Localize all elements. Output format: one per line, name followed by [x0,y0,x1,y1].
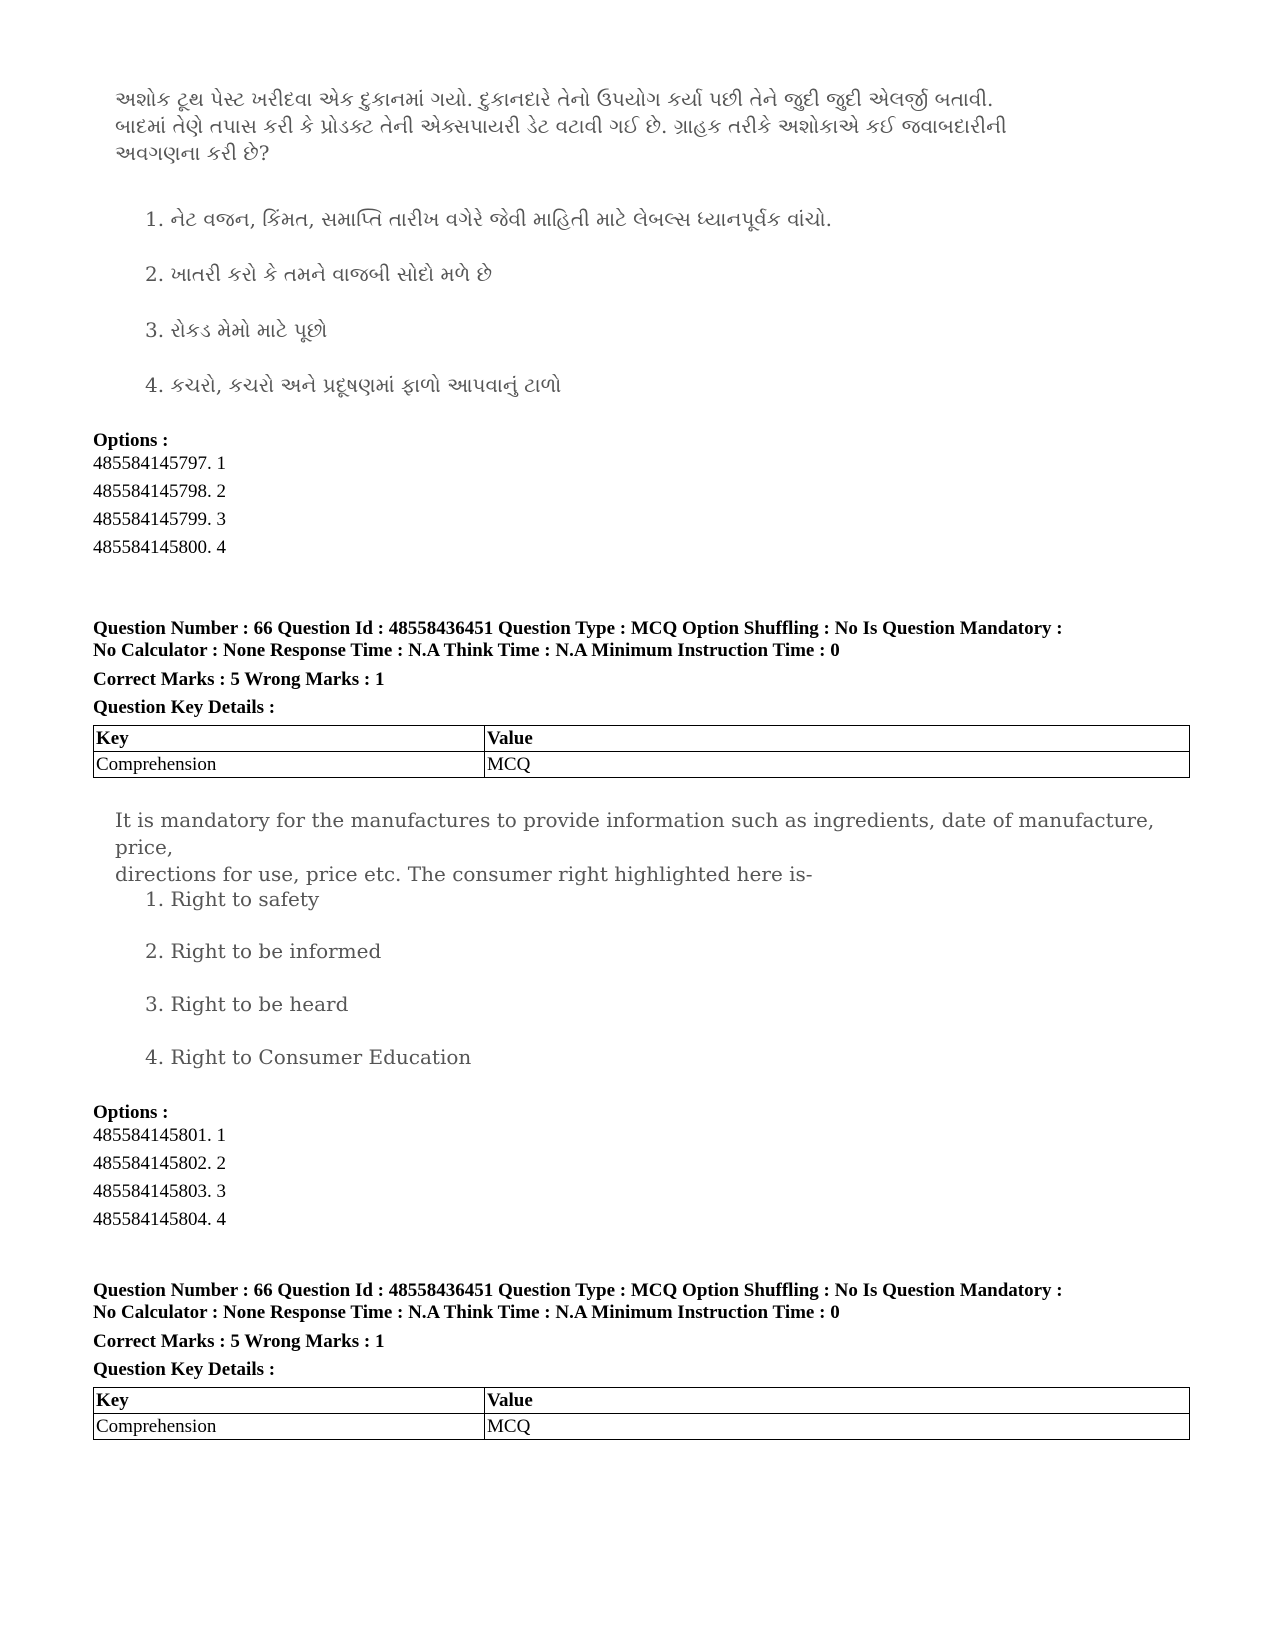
gujarati-question-line: અશોક ટૂથ પેસ્ટ ખરીદવા એક દુકાનમાં ગયો. દુકાનદારે તેનો ઉપયોગ કર્યા પછી તેને જુદી જુદી એલર્જી બતાવી. [115,87,994,111]
table-header-value: Value [485,1388,1190,1414]
gujarati-question-text [115,86,1215,167]
table-header-key: Key [94,726,485,752]
table-cell-value: MCQ [485,1414,1190,1440]
question-meta-line: No Calculator : None Response Time : N.A Think Time : N.A Minimum Instruction Time : 0 [93,1302,840,1323]
english-option-1: 1. Right to safety [145,887,320,911]
key-value-table [93,725,1190,778]
english-option-4: 4. Right to Consumer Education [145,1045,472,1069]
option-item: 485584145800. 4 [93,537,226,558]
gujarati-option-2: 2. ખાતરી કરો કે તમને વાજબી સોદો મળે છે [145,262,493,286]
option-item: 485584145799. 3 [93,509,226,530]
option-item: 485584145802. 2 [93,1153,226,1174]
gujarati-option-3: 3. રોકડ મેમો માટે પૂછો [145,318,328,342]
option-item: 485584145803. 3 [93,1181,226,1202]
gujarati-question-line: બાદમાં તેણે તપાસ કરી કે પ્રોડક્ટ તેની એક્સપાયરી ડેટ વટાવી ગઈ છે. ગ્રાહક તરીકે અશોકાએ કઈ જવાબદારીની [115,114,1007,138]
marks-line: Correct Marks : 5 Wrong Marks : 1 [93,669,385,690]
table-header-key: Key [94,1388,485,1414]
english-option-2: 2. Right to be informed [145,939,382,963]
english-option-3: 3. Right to be heard [145,992,349,1016]
question-meta-line: No Calculator : None Response Time : N.A Think Time : N.A Minimum Instruction Time : 0 [93,640,840,661]
option-item: 485584145801. 1 [93,1125,226,1146]
english-question-text [115,807,1215,888]
table-header-row [94,1388,1190,1414]
english-question-line: directions for use, price etc. The consumer right highlighted here is- [115,862,813,886]
option-item: 485584145798. 2 [93,481,226,502]
table-cell-value: MCQ [485,752,1190,778]
english-question-line: It is mandatory for the manufactures to provide information such as ingredients, date of manufacture, price, [115,808,1155,859]
options-label: Options : [93,430,169,451]
question-meta-line: Question Number : 66 Question Id : 48558436451 Question Type : MCQ Option Shuffling : No Is Question Mandatory : [93,618,1063,639]
question-meta [93,1280,1153,1324]
table-row [94,752,1190,778]
key-details-label: Question Key Details : [93,697,276,718]
question-meta [93,618,1153,662]
table-cell-key: Comprehension [94,1414,485,1440]
table-cell-key: Comprehension [94,752,485,778]
options-list [93,450,226,562]
question-meta-line: Question Number : 66 Question Id : 48558436451 Question Type : MCQ Option Shuffling : No Is Question Mandatory : [93,1280,1063,1301]
gujarati-question-line: અવગણના કરી છે? [115,141,270,165]
gujarati-option-1: 1. નેટ વજન, કિંમત, સમાપ્તિ તારીખ વગેરે જેવી માહિતી માટે લેબલ્સ ધ્યાનપૂર્વક વાંચો. [145,207,832,231]
table-header-value: Value [485,726,1190,752]
table-header-row [94,726,1190,752]
option-item: 485584145797. 1 [93,453,226,474]
options-label: Options : [93,1102,169,1123]
options-list [93,1122,226,1234]
option-item: 485584145804. 4 [93,1209,226,1230]
marks-line: Correct Marks : 5 Wrong Marks : 1 [93,1331,385,1352]
gujarati-option-4: 4. કચરો, કચરો અને પ્રદૂષણમાં ફાળો આપવાનું ટાળો [145,373,562,397]
key-details-label: Question Key Details : [93,1359,276,1380]
table-row [94,1414,1190,1440]
key-value-table [93,1387,1190,1440]
